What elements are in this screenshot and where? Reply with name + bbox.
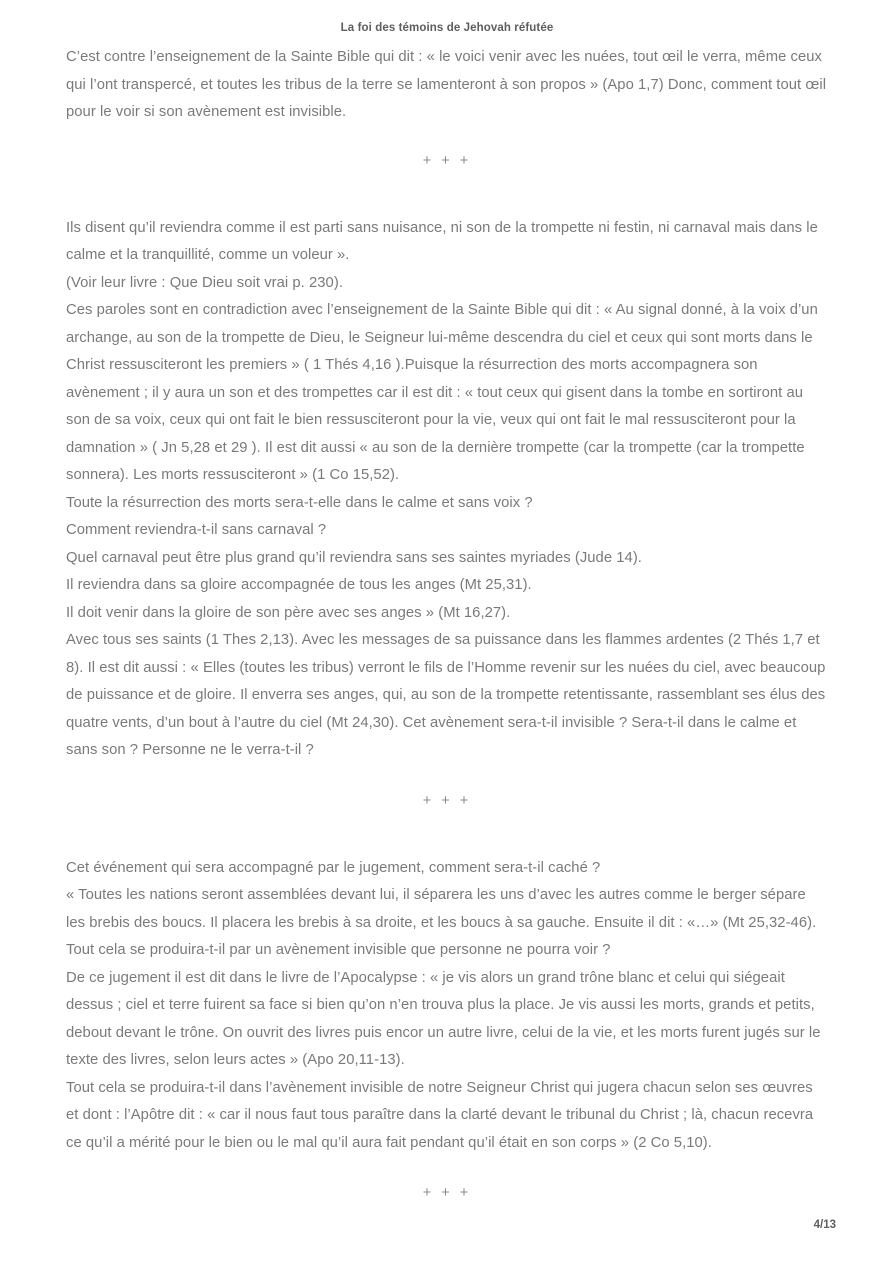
spacer [66,169,828,215]
running-head: La foi des témoins de Jehovah réfutée [340,22,554,34]
spacer [66,1157,828,1185]
paragraph: Il reviendra dans sa gloire accompagnée de tous les anges (Mt 25,31). [66,577,532,593]
page-number: 4/13 [813,1219,836,1231]
paragraph: (Voir leur livre : Que Dieu soit vrai p. 230). [66,274,343,291]
paragraph: Ils disent qu’il reviendra comme il est parti sans nuisance, ni son de la trompette ni festin, ni carnaval mais dans le calme et la tranquillité, comme un voleur ». [66,219,818,263]
text-block-3 [66,855,828,1158]
section-divider-3: + + + [422,1185,472,1201]
paragraph: Ces paroles sont en contradiction avec l’enseignement de la Sainte Bible qui dit : « Au signal donné, à la voix d’un archange, au son de la trompette de Dieu, le Seigneur lui-même descendra du ciel et ceux qui sont morts dans le Christ ressusciteront les premiers » ( 1 Thés 4,16 ).Puisque la résurrection des morts accompagnera son avènement ; il y aura un son et des trompettes car il est dit : « tout ceux qui gisent dans la tombe en sortiront au son de sa voix, ceux qui ont fait le bien ressusciteront pour la vie, veux qui ont fait le mal ressusciteront pour la damnation » ( Jn 5,28 et 29 ). Il est dit aussi « au son de la dernière trompette (car la trompette (car la trompette sonnera). Les morts ressusciteront » (1 Co 15,52). [66,302,818,483]
paragraph: Quel carnaval peut être plus grand qu’il reviendra sans ses saintes myriades (Jude 14). [66,549,642,566]
paragraph: Tout cela se produira-t-il par un avènement invisible que personne ne pourra voir ? [66,942,611,958]
text-block-2 [66,215,828,765]
document-body [0,44,894,1201]
spacer [66,809,828,855]
spacer [66,127,828,153]
section-divider-2: + + + [422,792,472,809]
paragraph: C’est contre l’enseignement de la Sainte Bible qui dit : « le voici venir avec les nuées, tout œil le verra, même ceux qui l’ont transpercé, et toutes les tribus de la terre se lamenteront à son propos » (Apo 1,7) Donc, comment tout œil pour le voir si son avènement est invisible. [66,49,827,120]
paragraph: Comment reviendra-t-il sans carnaval ? [66,522,327,538]
paragraph: « Toutes les nations seront assemblées devant lui, il séparera les uns d’avec les autres comme le berger sépare les brebis des boucs. Il placera les brebis à sa droite, et les boucs à sa gauche. Ensuite il dit : «…» (Mt 25,32-46). [66,887,817,931]
paragraph: Tout cela se produira-t-il dans l’avènement invisible de notre Seigneur Christ qui jugera chacun selon ses œuvres et dont : l’Apôtre dit : « car il nous faut tous paraître dans la clarté devant le tribunal du Christ ; là, chacun recevra ce qu’il a mérité pour le bien ou le mal qu’il aura fait pendant qu’il était en son corps » (2 Co 5,10). [66,1079,814,1151]
text-block-1 [66,44,828,127]
paragraph: Il doit venir dans la gloire de son père avec ses anges » (Mt 16,27). [66,604,511,621]
paragraph: Toute la résurrection des morts sera-t-elle dans le calme et sans voix ? [66,494,533,511]
spacer [66,765,828,793]
section-divider-1: + + + [422,152,472,169]
paragraph: Cet événement qui sera accompagné par le jugement, comment sera-t-il caché ? [66,859,601,876]
paragraph: Avec tous ses saints (1 Thes 2,13). Avec les messages de sa puissance dans les flammes ardentes (2 Thés 1,7 et 8). Il est dit aussi : « Elles (toutes les tribus) verront le fils de l’Homme revenir sur les nuées du ciel, avec beaucoup de puissance et de gloire. Il enverra ses anges, qui, au son de la trompette retentissante, rassemblant ses élus des quatre vents, d’un bout à l’autre du ciel (Mt 24,30). Cet avènement sera-t-il invisible ? Sera-t-il dans le calme et sans son ? Personne ne le verra-t-il ? [66,632,826,758]
paragraph: De ce jugement il est dit dans le livre de l’Apocalypse : « je vis alors un grand trône blanc et celui qui siégeait dessus ; ciel et terre fuirent sa face si bien qu’on n’en trouva plus la place. Je vis aussi les morts, grands et petits, debout devant le trône. On ouvrit des livres puis encor un autre livre, celui de la vie, et les morts furent jugés sur le texte des livres, selon leurs actes » (Apo 20,11-13). [66,969,821,1068]
